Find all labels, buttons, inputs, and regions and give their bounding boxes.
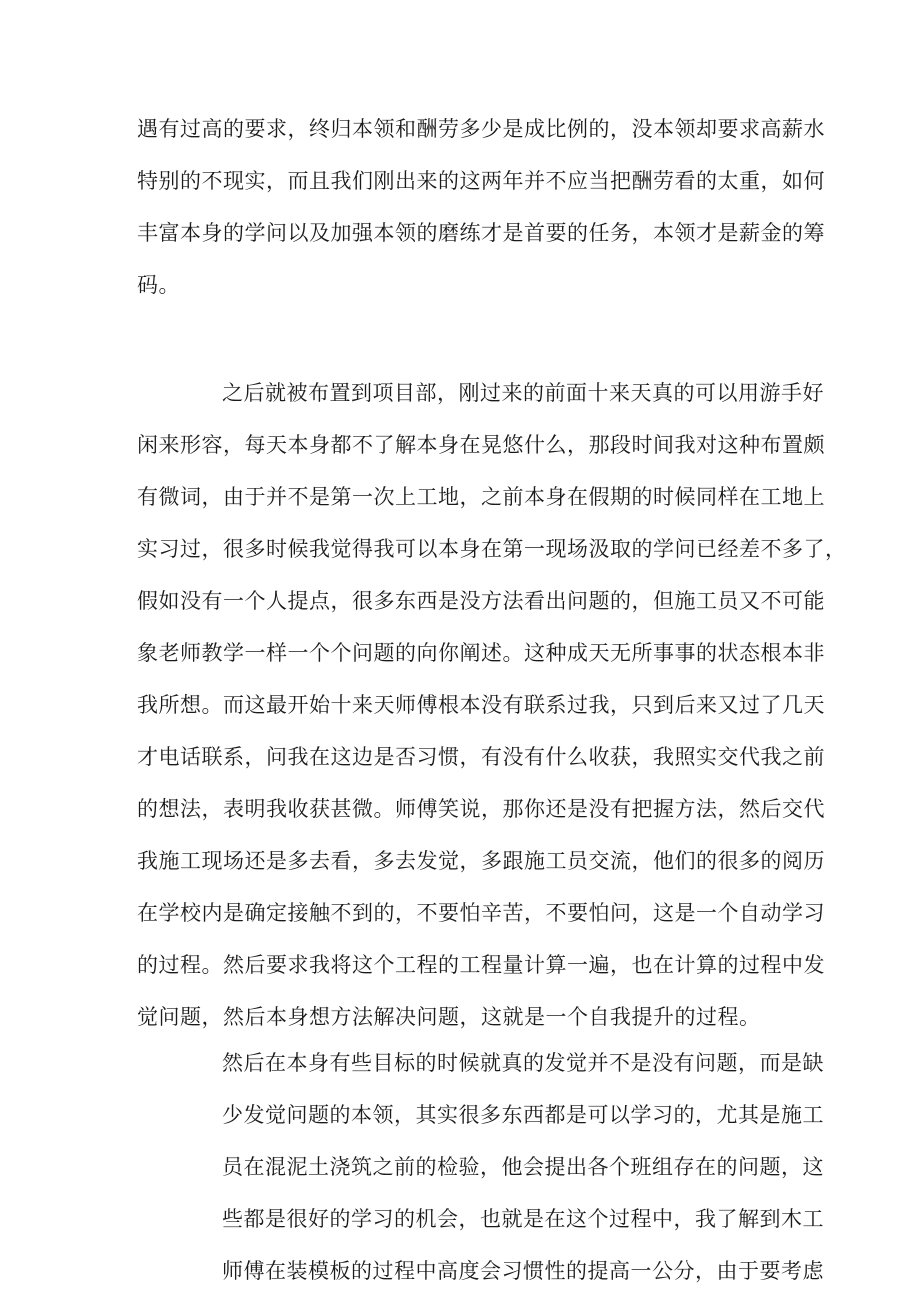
text-line: 码。 <box>137 273 180 297</box>
text-line: 假如没有一个人提点，很多东西是没方法看出问题的，但施工员又不可能 <box>137 589 825 613</box>
text-line: 特别的不现实，而且我们刚出来的这两年并不应当把酬劳看的太重，如何 <box>137 169 825 193</box>
text-line: 丰富本身的学问以及加强本领的磨练才是首要的任务，本领才是薪金的筹 <box>137 221 825 245</box>
text-line: 之后就被布置到项目部，刚过来的前面十来天真的可以用游手好 <box>222 381 824 405</box>
text-line: 少发觉问题的本领，其实很多东西都是可以学习的，尤其是施工 <box>222 1103 824 1127</box>
text-line: 的想法，表明我收获甚微。师傅笑说，那你还是没有把握方法，然后交代 <box>137 797 825 821</box>
text-line: 些都是很好的学习的机会，也就是在这个过程中，我了解到木工 <box>222 1207 824 1231</box>
text-line: 的过程。然后要求我将这个工程的工程量计算一遍，也在计算的过程中发 <box>137 953 825 977</box>
text-line: 闲来形容，每天本身都不了解本身在晃悠什么，那段时间我对这种布置颇 <box>137 433 825 457</box>
text-line: 才电话联系，问我在这边是否习惯，有没有什么收获，我照实交代我之前 <box>137 745 825 769</box>
text-line: 觉问题，然后本身想方法解决问题，这就是一个自我提升的过程。 <box>137 1005 761 1029</box>
text-line: 我施工现场还是多去看，多去发觉，多跟施工员交流，他们的很多的阅历 <box>137 849 825 873</box>
text-line: 有微词，由于并不是第一次上工地，之前本身在假期的时候同样在工地上 <box>137 485 825 509</box>
text-line: 实习过，很多时候我觉得我可以本身在第一现场汲取的学问已经差不多了， <box>137 537 847 561</box>
text-line: 在学校内是确定接触不到的，不要怕辛苦，不要怕问，这是一个自动学习 <box>137 901 825 925</box>
text-line: 然后在本身有些目标的时候就真的发觉并不是没有问题，而是缺 <box>222 1051 824 1075</box>
text-line: 员在混泥土浇筑之前的检验，他会提出各个班组存在的问题，这 <box>222 1155 824 1179</box>
text-line: 师傅在装模板的过程中高度会习惯性的提高一公分，由于要考虑 <box>222 1259 824 1283</box>
text-line: 我所想。而这最开始十来天师傅根本没有联系过我，只到后来又过了几天 <box>137 693 825 717</box>
text-line: 遇有过高的要求，终归本领和酬劳多少是成比例的，没本领却要求高薪水 <box>137 117 825 141</box>
text-line: 象老师教学一样一个个问题的向你阐述。这种成天无所事事的状态根本非 <box>137 641 825 665</box>
